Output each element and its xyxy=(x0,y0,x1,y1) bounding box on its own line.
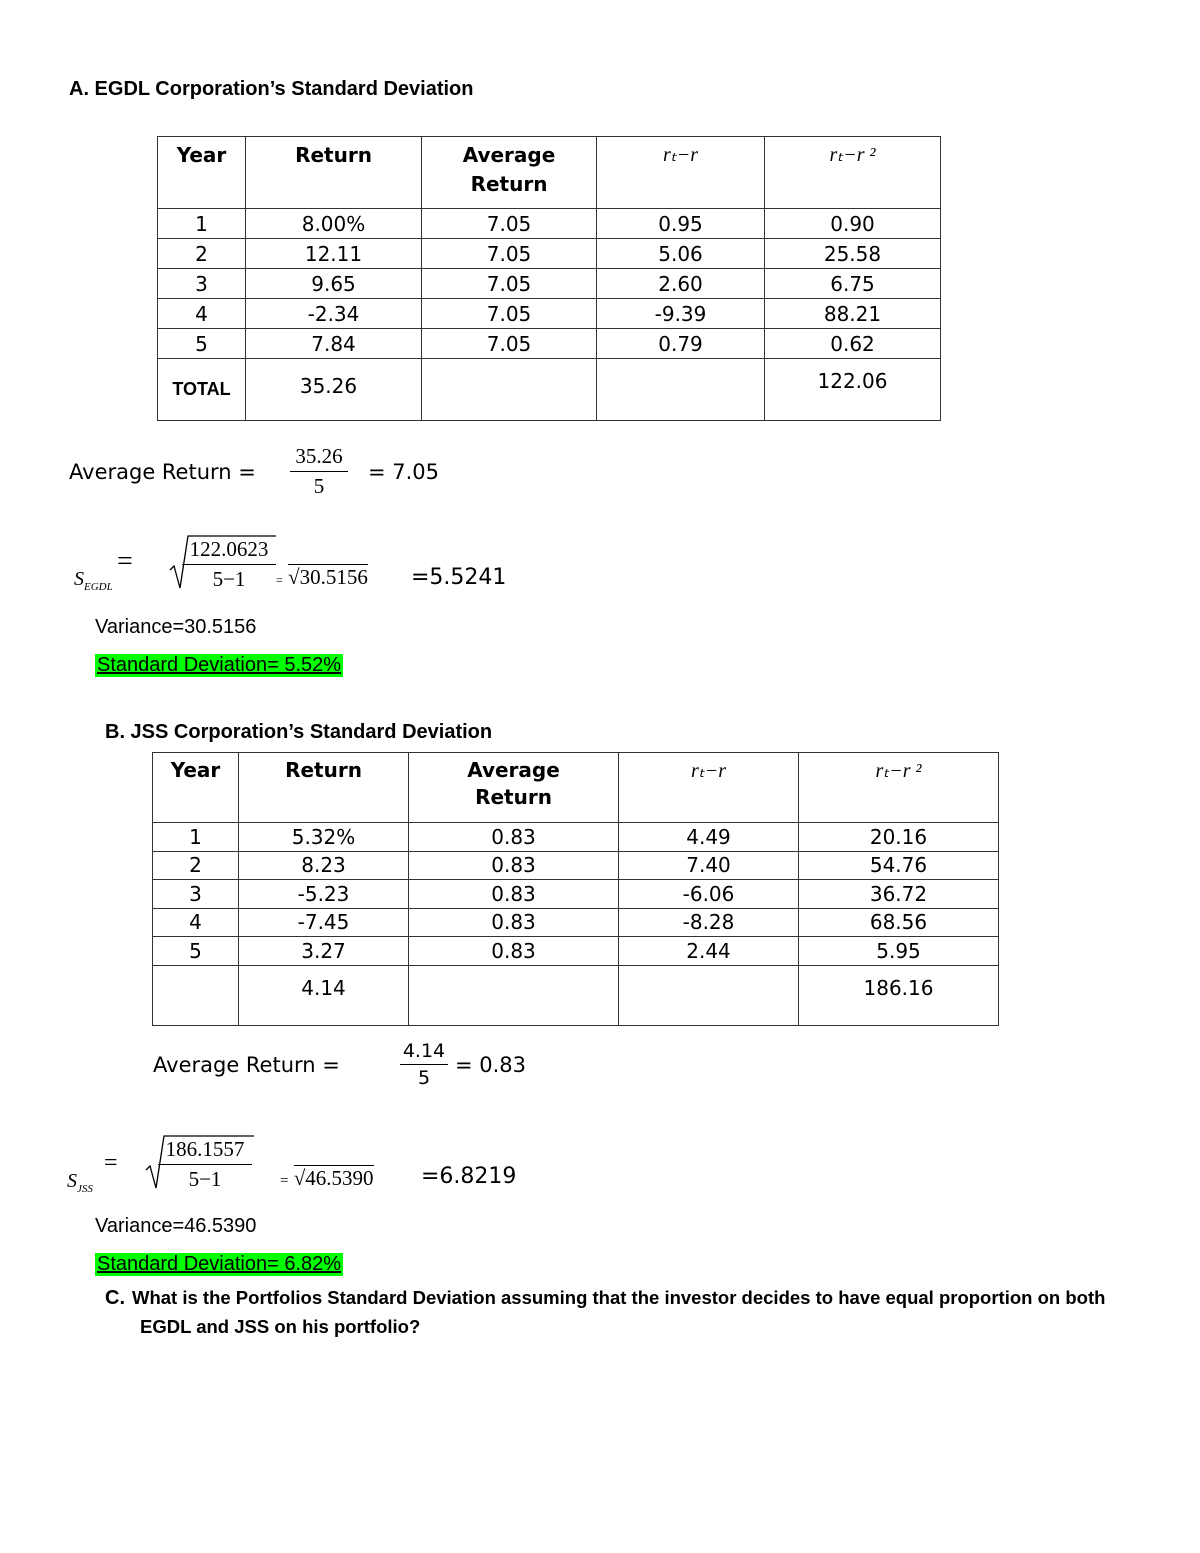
cell-deviation-squared: 36.72 xyxy=(799,880,999,909)
cell-average-return: 7.05 xyxy=(422,239,597,269)
cell-deviation: 2.44 xyxy=(619,937,799,966)
cell-average-return: 0.83 xyxy=(409,823,619,852)
section-c-question-line2: EGDL and JSS on his portfolio? xyxy=(140,1316,421,1337)
cell-average-return: 7.05 xyxy=(422,299,597,329)
cell-deviation-squared: 0.90 xyxy=(765,209,941,239)
cell-deviation: -9.39 xyxy=(597,299,765,329)
header-deviation-squared: rₜ−r ² xyxy=(799,753,999,823)
avg-denominator-b: 5 xyxy=(417,1067,431,1089)
header-return: Return xyxy=(246,137,422,209)
header-deviation: rₜ−r xyxy=(597,137,765,209)
total-empty xyxy=(597,359,765,421)
jss-table xyxy=(152,752,999,1026)
cell-deviation: 7.40 xyxy=(619,851,799,880)
total-return: 35.26 xyxy=(246,359,422,421)
variance-b: Variance=46.5390 xyxy=(95,1215,257,1237)
cell-deviation: 2.60 xyxy=(597,269,765,299)
sd-fraction-b xyxy=(158,1137,252,1192)
avg-return-label-b: Average Return = xyxy=(153,1053,340,1077)
cell-year: 1 xyxy=(158,209,246,239)
cell-return: 3.27 xyxy=(239,937,409,966)
cell-average-return: 7.05 xyxy=(422,209,597,239)
cell-average-return: 0.83 xyxy=(409,851,619,880)
section-c-question-line1: What is the Portfolios Standard Deviation assuming that the investor decides to have equal proportion on both xyxy=(132,1287,1106,1308)
section-b-title: B. JSS Corporation’s Standard Deviation xyxy=(105,721,493,743)
cell-year: 5 xyxy=(153,937,239,966)
cell-deviation-squared: 88.21 xyxy=(765,299,941,329)
header-year: Year xyxy=(158,137,246,209)
sd-numerator-b: 186.1557 xyxy=(165,1137,245,1161)
total-empty xyxy=(619,965,799,1025)
cell-year: 5 xyxy=(158,329,246,359)
sd-fraction-a xyxy=(182,537,276,592)
header-deviation-squared: rₜ−r ² xyxy=(765,137,941,209)
avg-numerator-b: 4.14 xyxy=(402,1040,446,1062)
cell-return: 8.00% xyxy=(246,209,422,239)
cell-deviation-squared: 25.58 xyxy=(765,239,941,269)
equals-sign-b: = xyxy=(104,1150,118,1176)
avg-return-result-b: = 0.83 xyxy=(455,1053,527,1077)
variance-a: Variance=30.5156 xyxy=(95,616,257,638)
cell-return: 12.11 xyxy=(246,239,422,269)
cell-deviation-squared: 54.76 xyxy=(799,851,999,880)
header-return: Return xyxy=(239,753,409,823)
header-year: Year xyxy=(153,753,239,823)
cell-deviation-squared: 20.16 xyxy=(799,823,999,852)
cell-deviation: 0.79 xyxy=(597,329,765,359)
cell-deviation-squared: 5.95 xyxy=(799,937,999,966)
cell-average-return: 0.83 xyxy=(409,908,619,937)
cell-average-return: 0.83 xyxy=(409,880,619,909)
total-empty xyxy=(422,359,597,421)
cell-year: 4 xyxy=(153,908,239,937)
cell-deviation: 5.06 xyxy=(597,239,765,269)
cell-year: 2 xyxy=(158,239,246,269)
cell-year: 3 xyxy=(153,880,239,909)
cell-year: 4 xyxy=(158,299,246,329)
table-row xyxy=(153,851,999,880)
header-deviation: rₜ−r xyxy=(619,753,799,823)
cell-year: 1 xyxy=(153,823,239,852)
cell-return: 5.32% xyxy=(239,823,409,852)
cell-return: -2.34 xyxy=(246,299,422,329)
cell-deviation-squared: 68.56 xyxy=(799,908,999,937)
avg-return-fraction-a xyxy=(290,444,348,499)
cell-average-return: 0.83 xyxy=(409,937,619,966)
sd-result-a: =5.5241 xyxy=(411,565,507,590)
cell-average-return: 7.05 xyxy=(422,329,597,359)
sd-sqrt-b: = √46.5390 xyxy=(280,1166,374,1190)
cell-return: 7.84 xyxy=(246,329,422,359)
avg-return-label-a: Average Return = xyxy=(69,460,256,484)
equals-sign-a: = xyxy=(117,546,133,577)
table-row xyxy=(158,329,941,359)
table-row xyxy=(158,269,941,299)
table-row xyxy=(158,299,941,329)
cell-year: 3 xyxy=(158,269,246,299)
cell-deviation-squared: 6.75 xyxy=(765,269,941,299)
total-label: TOTAL xyxy=(158,359,246,421)
cell-return: 9.65 xyxy=(246,269,422,299)
cell-return: 8.23 xyxy=(239,851,409,880)
cell-deviation: -8.28 xyxy=(619,908,799,937)
total-empty xyxy=(153,965,239,1025)
cell-average-return: 7.05 xyxy=(422,269,597,299)
total-squared: 122.06 xyxy=(765,359,941,421)
std-dev-b: Standard Deviation= 6.82% xyxy=(97,1253,342,1275)
table-row xyxy=(153,823,999,852)
avg-return-result-a: = 7.05 xyxy=(368,460,440,484)
sd-denominator-a: 5−1 xyxy=(212,567,246,591)
table-row xyxy=(153,908,999,937)
avg-numerator-a: 35.26 xyxy=(295,444,343,468)
cell-deviation-squared: 0.62 xyxy=(765,329,941,359)
std-dev-a: Standard Deviation= 5.52% xyxy=(97,654,342,676)
sd-symbol-a: $S_{EGDL}$ xyxy=(74,568,113,593)
sd-numerator-a: 122.0623 xyxy=(189,537,269,561)
total-empty xyxy=(409,965,619,1025)
total-return: 4.14 xyxy=(239,965,409,1025)
table-row xyxy=(158,239,941,269)
section-c-letter: C. xyxy=(105,1287,125,1309)
sd-sqrt-a: = √30.5156 xyxy=(276,565,368,589)
header-average-return: Average Return xyxy=(409,753,619,823)
cell-deviation: 0.95 xyxy=(597,209,765,239)
total-squared: 186.16 xyxy=(799,965,999,1025)
cell-return: -7.45 xyxy=(239,908,409,937)
avg-denominator-a: 5 xyxy=(313,474,325,498)
cell-deviation: 4.49 xyxy=(619,823,799,852)
header-average-return: Average Return xyxy=(422,137,597,209)
cell-return: -5.23 xyxy=(239,880,409,909)
sd-denominator-b: 5−1 xyxy=(188,1167,222,1191)
table-row xyxy=(153,937,999,966)
sd-symbol-b: $S_{JSS}$ xyxy=(67,1170,93,1195)
cell-deviation: -6.06 xyxy=(619,880,799,909)
sd-result-b: =6.8219 xyxy=(421,1164,517,1189)
egdl-table xyxy=(157,136,941,421)
cell-year: 2 xyxy=(153,851,239,880)
table-row xyxy=(158,209,941,239)
section-a-title: A. EGDL Corporation’s Standard Deviation xyxy=(69,78,474,100)
avg-return-fraction-b xyxy=(400,1040,448,1089)
table-row xyxy=(153,880,999,909)
